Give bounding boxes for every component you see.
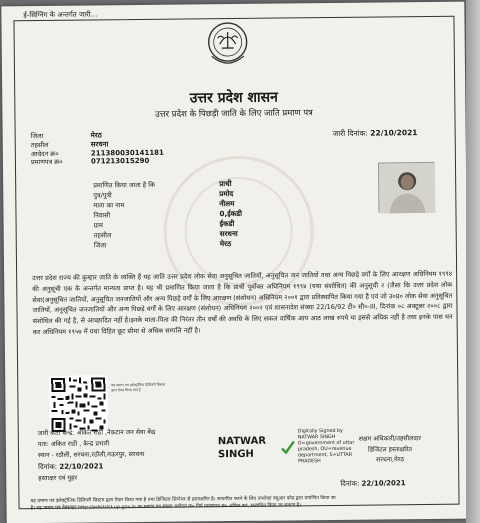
signature-label: हस्ताक्षर एवं मुहर xyxy=(38,474,78,482)
issuer-place: स्थान - रठौली, सरधना,रठौली,मऊरपुर, सरधना xyxy=(37,451,145,460)
issue-date-label: जारी दिनांक: xyxy=(332,128,368,138)
meta-value: 211380030141181 xyxy=(90,148,164,158)
page-title: उत्तर प्रदेश शासन xyxy=(189,89,278,107)
certificate-paper xyxy=(1,2,469,523)
person-label: ग्राम xyxy=(93,221,103,230)
district: मेरठ xyxy=(219,239,232,249)
person-heading: प्रमाणित किया जाता है कि प्राची xyxy=(93,179,232,190)
qr-note: यह प्रमाण पत्र इलेक्ट्रॉनिक डिलिवरी सिस्टम द्वारा तैयार किया गया है xyxy=(111,382,166,393)
authority-place: सरधना,मेरठ xyxy=(376,456,405,464)
person-details xyxy=(93,179,242,251)
background-edge xyxy=(466,0,480,523)
certificate-subtitle: उत्तर प्रदेश के पिछड़ी जाति के लिए जाति प्रमाण पत्र xyxy=(154,108,313,120)
authority-digital: डिजिटल हस्ताक्षरित xyxy=(367,445,413,454)
meta-label: आवेदन क्र० xyxy=(30,149,59,158)
meta-row xyxy=(31,157,164,167)
issuer-block xyxy=(38,427,156,484)
authority-title: सक्षम अधिकारी/तहसीलदार xyxy=(358,435,422,443)
issue-date xyxy=(333,128,418,139)
meta-value: 071213015290 xyxy=(90,157,150,166)
qr-code-icon[interactable] xyxy=(49,375,108,434)
applicant-photo xyxy=(378,162,435,213)
residence: 0,ईकडी xyxy=(219,208,243,219)
person-label: माता का नाम xyxy=(93,201,125,210)
signature-valid-check-icon xyxy=(280,439,296,455)
signer-name: NATWAR SINGH xyxy=(217,435,267,461)
signature-meta: Digitally Signed by NATWAR SINGH O=government of uttar pradesh, OU=revenue department, S=UTTAR PRADESH xyxy=(297,428,355,465)
up-state-emblem-icon xyxy=(205,20,250,70)
footer-note: यह प्रमाण पत्र इलेक्ट्रॉनिक डिलिवरी सिस्टम द्वारा तैयार किया गया है तथा डिजिटल सिग्नेचर से हस्ताक्षरित है। सत्यापित करने के लिए उपरोक्त क्यूआर कोड द्वारा प्रमाणित किया जा है। यह प्रमाण पत्र वेबसाइट http://edistrict.up.gov.in पर प्रमाण पत्र संख्या आवेदन क्र० निर्ग प्रमाणपत्र क्र० अंकित कर, सत्यापित किया जा सकता है। xyxy=(30,495,336,512)
applicant-name: प्राची xyxy=(219,179,232,189)
tehsil: सरधना xyxy=(219,228,238,239)
person-label: तहसील xyxy=(93,231,112,240)
person-row xyxy=(94,239,243,251)
mother-name: नीलम xyxy=(219,199,235,209)
father-name: प्रमोद xyxy=(219,189,234,199)
meta-list xyxy=(31,131,164,168)
issuer-center: जारी कर्ता केन्द्र: अंकित राठी ,नेकटान जन सेवा केंद्र xyxy=(37,428,156,438)
authority-date: दिनांक: 22/10/2021 xyxy=(340,478,406,488)
certificate-body-text: उत्तर प्रदेश राज्य की कुम्हार जाति के व्यक्ति हैं यह जाति उत्तर प्रदेश लोक सेवा अनुसूचित जातियों, अनुसूचित जन जातियों तथा अन्य पिछड़े वर्गों के लिए आरक्षण अधिनियम १९९४ की अनुसूची एक के अन्तर्गत मान्यता प्राप्त है। यह भी प्रमाणित किया जाता है कि प्राची पूर्वोक्त अधिनियम १९९४ (यथा संशोधित) की अनुसूची २ (जैसा कि उत्तर प्रदेश लोक सेवा(अनुसूचित जातियों, अनुसूचित जनजातियों और अन्य पिछड़े वर्गों के लिए आरक्षण (संशोधन) अधिनियम २००१ द्वारा प्रतिस्थापित किया गया है एवं जो उ०प्र० लोक सेवा अनुसूचित जातियों, अनुसूचित जनजातियों और अन्य पिछड़े वर्गों के लिए आरक्षण (संशोधन) अधिनियम २००२ एवं शासनादेश संख्या 22/16/92 टी० सी०-III, दिनांक ०८ अक्टूबर २००८ द्वारा संशोधित की गई है, से आच्छादित नहीं है।इनके माता-पिता की निरंतर तीन वर्षों की अवधि के लिए सकल वार्षिक आय आठ लाख रुपये या इससे अधिक नहीं है तथा इनके पास धन कर अधिनियम १९५७ में यथा विहित छूट सीमा से अधिक सम्पत्ति नहीं है। xyxy=(32,269,453,337)
person-label: जिला xyxy=(93,241,107,250)
issue-date-value: 22/10/2021 xyxy=(370,128,418,138)
issuer-date: दिनांक: 22/10/2021 xyxy=(38,462,104,471)
meta-label: जिला xyxy=(30,132,44,141)
meta-label: तहसील xyxy=(30,140,49,149)
person-label: निवासी xyxy=(93,211,111,220)
meta-value: सरधना xyxy=(90,140,109,149)
meta-value: मेरठ xyxy=(90,131,102,140)
authority-block xyxy=(340,434,441,489)
person-photo-icon xyxy=(379,163,436,214)
issuer-address: पता: अंकित राठी , केन्द्र प्रभारी xyxy=(37,440,110,449)
e-sign-header-note: ई-सिग्निंग के अन्तर्गत जारी... xyxy=(23,10,98,20)
meta-label: प्रमाणपत्र क्र० xyxy=(30,158,63,167)
village: ईकडी xyxy=(219,219,235,229)
person-label: पुत्र/पुत्री xyxy=(93,191,112,200)
